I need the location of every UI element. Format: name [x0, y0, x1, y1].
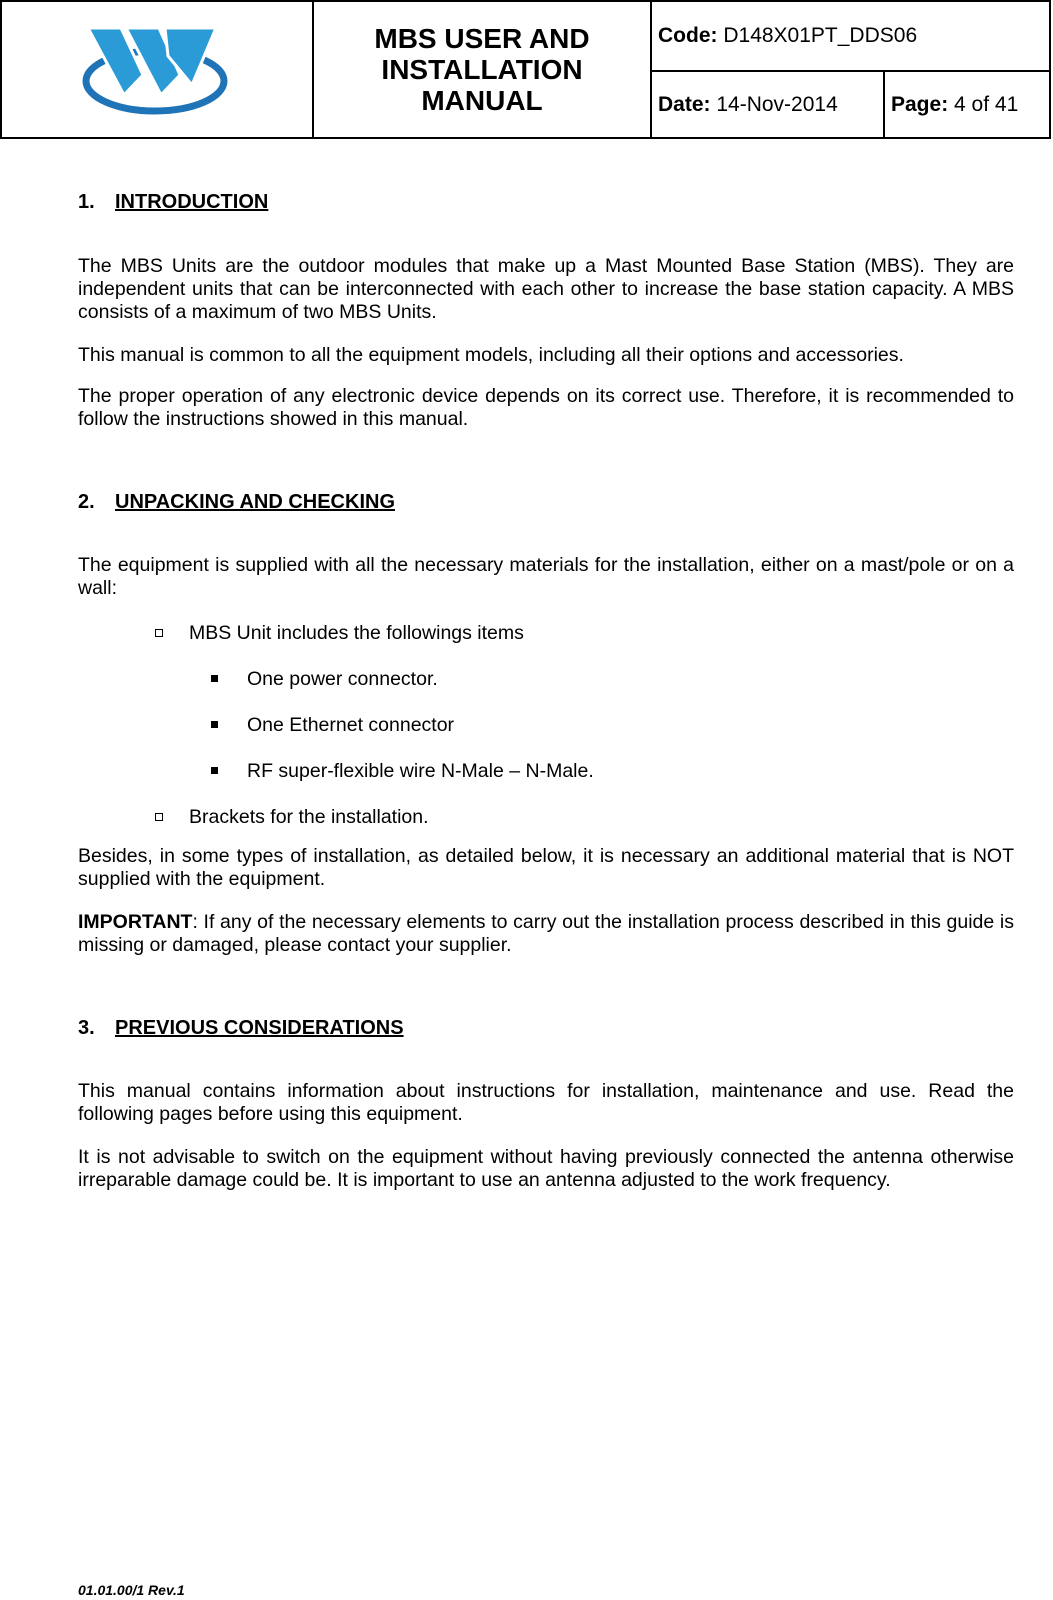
logo-cell: [2, 2, 314, 137]
footer-revision: 01.01.00/1 Rev.1: [78, 1582, 185, 1598]
section-title: PREVIOUS CONSIDERATIONS: [115, 1017, 404, 1039]
section-title: UNPACKING AND CHECKING: [115, 491, 395, 513]
code-value: D148X01PT_DDS06: [723, 24, 918, 47]
square-bullet-icon: [211, 767, 218, 774]
checkbox-bullet-icon: [155, 629, 163, 637]
important-note: [78, 911, 1014, 957]
square-bullet-icon: [211, 675, 218, 682]
paragraph: It is not advisable to switch on the equipment without having previously connected the antenna otherwise irreparable damage could be. It is important to use an antenna adjusted to the work frequency.: [78, 1146, 1014, 1191]
section-heading-unpacking: [78, 490, 1014, 514]
list-item-text: MBS Unit includes the followings items: [189, 622, 524, 644]
section-number: 2.: [78, 491, 95, 513]
sub-list-item-text: One Ethernet connector: [247, 714, 455, 736]
paragraph: Besides, in some types of installation, as detailed below, it is necessary an additional material that is NOT supplied with the equipment.: [78, 845, 1014, 890]
paragraph: This manual contains information about instructions for installation, maintenance and use. Read the following pages before using this equipment.: [78, 1080, 1014, 1125]
page-label: Page:: [891, 92, 949, 116]
section-title: INTRODUCTION: [115, 191, 269, 213]
date-label: Date:: [658, 92, 711, 116]
date-value: 14-Nov-2014: [716, 92, 838, 116]
list-item-text: Brackets for the installation.: [189, 806, 429, 828]
sub-list-item-text: RF super-flexible wire N-Male – N-Male.: [247, 760, 594, 782]
section-heading-previous-considerations: [78, 1016, 1014, 1040]
important-label: IMPORTANT: [78, 911, 193, 933]
code-label: Code:: [658, 24, 718, 47]
sub-list-item: [78, 714, 1014, 737]
document-header: [0, 0, 1051, 139]
checkbox-bullet-icon: [155, 813, 163, 821]
document-title: [314, 2, 652, 137]
list-item: [78, 622, 1014, 645]
important-text: : If any of the necessary elements to carry out the installation process described in this guide is missing or damaged, please contact your supplier.: [78, 911, 1014, 956]
company-logo: [82, 23, 232, 117]
section-number: 1.: [78, 191, 95, 213]
paragraph: The proper operation of any electronic device depends on its correct use. Therefore, it is recommended to follow the instructions showed in this manual.: [78, 385, 1014, 430]
section-number: 3.: [78, 1017, 95, 1039]
paragraph: The MBS Units are the outdoor modules that make up a Mast Mounted Base Station (MBS). They are independent units that can be interconnected with each other to increase the base station capacity. A MBS consists of a maximum of two MBS Units.: [78, 255, 1014, 323]
square-bullet-icon: [211, 721, 218, 728]
sub-list-item-text: One power connector.: [247, 668, 438, 690]
section-heading-introduction: [78, 190, 1014, 214]
sub-list-item: [78, 668, 1014, 691]
date-field: [652, 72, 885, 137]
sub-list-item: [78, 760, 1014, 783]
document-body: [78, 190, 1014, 1192]
list-item: [78, 806, 1014, 829]
document-title-text: MBS USER AND INSTALLATION MANUAL: [374, 23, 590, 116]
paragraph: The equipment is supplied with all the necessary materials for the installation, either on a mast/pole or on a wall:: [78, 554, 1014, 599]
paragraph: This manual is common to all the equipment models, including all their options and accessories.: [78, 344, 904, 366]
page-field: [885, 72, 1049, 137]
page-value: 4 of 41: [954, 92, 1019, 116]
code-field: [652, 2, 1049, 72]
